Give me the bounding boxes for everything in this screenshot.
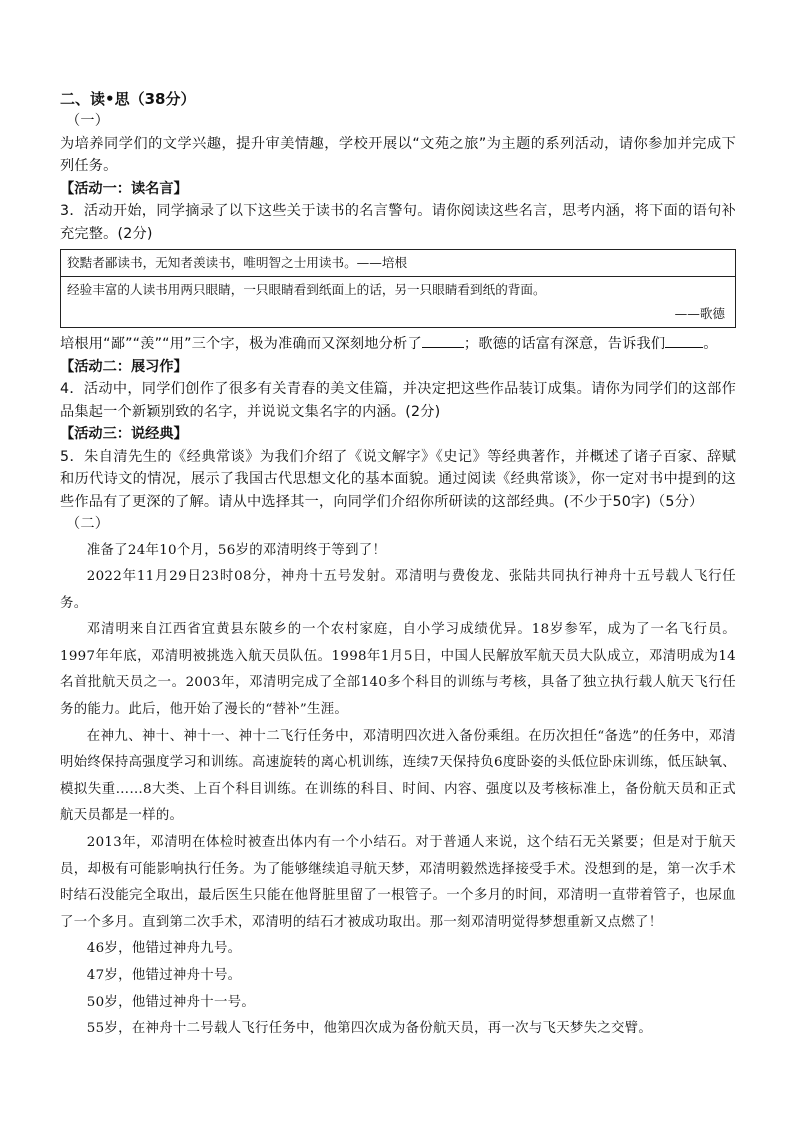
exam-page: [60, 88, 736, 1043]
intro-paragraph: 为培养同学们的文学兴趣，提升审美情趣，学校开展以“文苑之旅”为主题的系列活动，请你参加并完成下列任务。: [60, 135, 736, 174]
quote-goethe: 经验丰富的人读书用两只眼睛，一只眼睛看到纸面上的话，另一只眼睛看到纸的背面。: [67, 282, 546, 297]
activity3-heading: 【活动三：说经典】: [60, 426, 188, 442]
article-paragraph: 在神九、神十、神十一、神十二飞行任务中，邓清明四次进入备份乘组。在历次担任“备选”的任务中，邓清明始终保持高强度学习和训练。高速旋转的离心机训练，连续7天保持负6度卧姿的头低位卧床训练，低压缺氧、模拟失重……8大类、上百个科目训练。在训练的科目、时间、内容、强度以及考核标准上，备份航天员和正式航天员都是一样的。: [60, 728, 736, 824]
fill-text-1: 培根用“鄙”“羡”“用”三个字，极为准确而又深刻地分析了: [60, 336, 422, 352]
article-paragraph: 55岁，在神舟十二号载人飞行任务中，他第四次成为备份航天员，再一次与飞天梦失之交臂。: [86, 1021, 653, 1037]
fill-text-2: ；歌德的话富有深意，告诉我们: [463, 336, 666, 352]
article-paragraph: 46岁，他错过神舟九号。: [86, 941, 242, 957]
article-paragraph: 2022年11月29日23时08分，神舟十五号发射。邓清明与费俊龙、张陆共同执行神舟十五号载人飞行任务。: [60, 569, 736, 611]
answer-blank-1[interactable]: [422, 333, 464, 348]
activity2-heading: 【活动二：展习作】: [60, 358, 188, 375]
question-4: 4．活动中，同学们创作了很多有关青春的美文佳篇，并决定把这些作品装订成集。请你为同学们的这部作品集起一个新颖别致的名字，并说说文集名字的内涵。(2分): [60, 381, 736, 420]
quote-goethe-author: ——歌德: [674, 306, 725, 321]
part-label-2: （二）: [66, 516, 110, 532]
question-5: 5．朱自清先生的《经典常谈》为我们介绍了《说文解字》《史记》等经典著作，并概述了诸子百家、辞赋和历代诗文的情况，展示了我国古代思想文化的基本面貌。通过阅读《经典常谈》，你一定对书中提到的这些作品有了更深的了解。请从中选择其一，向同学们介绍你所研读的这部经典。(不少于50字)（5分）: [60, 448, 736, 510]
fill-end: 。: [703, 336, 718, 352]
article-paragraph: 2013年，邓清明在体检时被查出体内有一个小结石。对于普通人来说，这个结石无关紧要；但是对于航天员，却极有可能影响执行任务。为了能够继续追寻航天梦，邓清明毅然选择接受手术。没想到的是，第一次手术时结石没能完全取出，最后医生只能在他肾脏里留了一根管子。一个多月的时间，邓清明一直带着管子，也尿血了一个多月。直到第二次手术，邓清明的结石才被成功取出。那一刻邓清明觉得梦想重新又点燃了！: [60, 835, 736, 930]
article-paragraph: 准备了24年10个月，56岁的邓清明终于等到了！: [86, 542, 387, 558]
activity1-heading: 【活动一：读名言】: [60, 180, 188, 197]
article-paragraph: 47岁，他错过神舟十号。: [86, 968, 242, 983]
answer-blank-2[interactable]: [665, 333, 703, 348]
section-title: 二、读•思（38分）: [60, 90, 196, 108]
quote-box: [60, 249, 736, 328]
question-3: 3．活动开始，同学摘录了以下这些关于读书的名言警句。请你阅读这些名言，思考内涵，将下面的语句补充完整。(2分): [60, 203, 736, 242]
quote-bacon: 狡黠者鄙读书，无知者羡读书，唯明智之士用读书。——培根: [61, 250, 735, 277]
article-paragraph: 50岁，他错过神舟十一号。: [86, 994, 256, 1010]
fill-in-sentence: [60, 333, 736, 356]
article-paragraph: 邓清明来自江西省宜黄县东陂乡的一个农村家庭，自小学习成绩优异。18岁参军，成为了一名飞行员。1997年年底，邓清明被挑选入航天员队伍。1998年1月5日，中国人民解放军航天员大队成立，邓清明成为14名首批航天员之一。2003年，邓清明完成了全部140多个科目的训练与考核，具备了独立执行载人航天飞行任务的能力。此后，他开始了漫长的“替补”生涯。: [60, 622, 736, 718]
part-label-1: （一）: [66, 113, 110, 129]
